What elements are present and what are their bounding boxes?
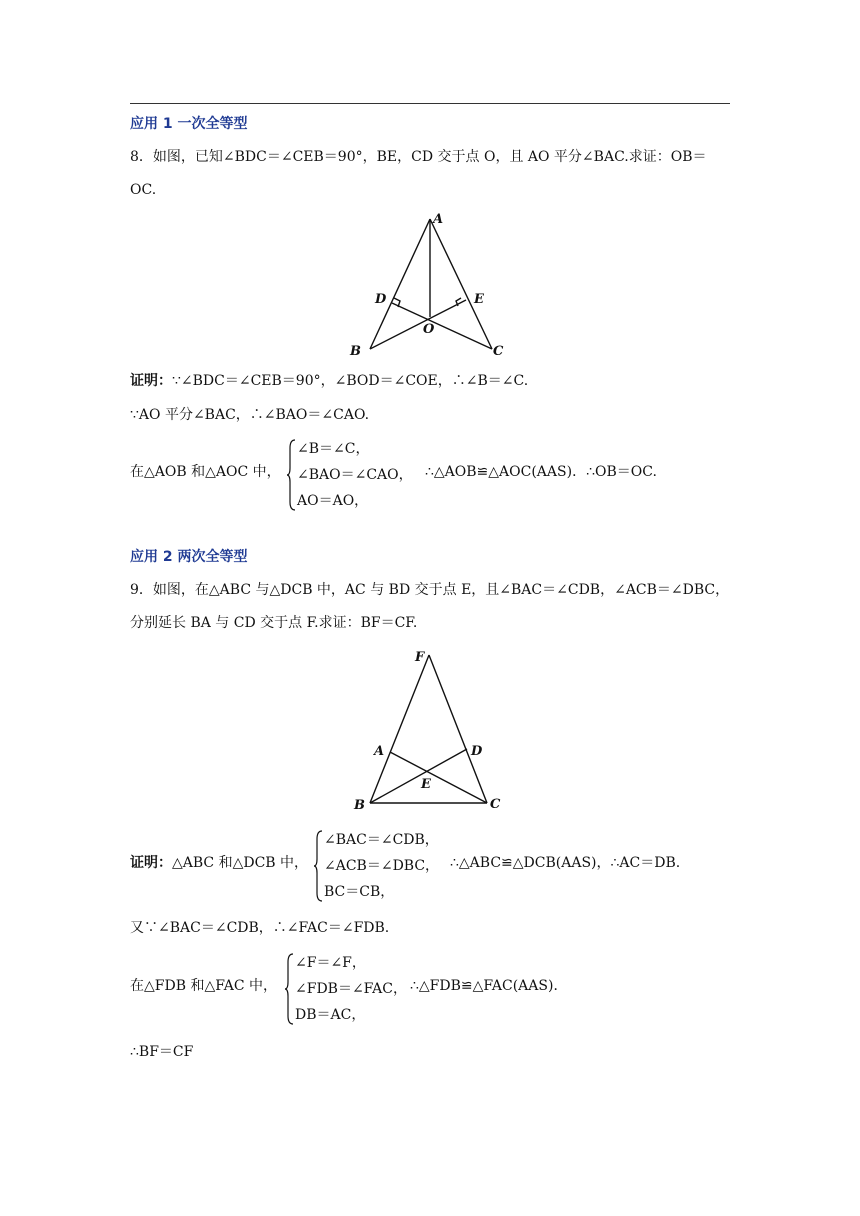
label-d: D — [375, 292, 387, 307]
system-8-line-3: AO＝AO， — [297, 493, 369, 509]
proof-8-system — [287, 436, 427, 514]
label-e: E — [474, 292, 484, 307]
proof-9-again: 又∵∠BAC＝∠CDB，∴∠FAC＝∠FDB. — [130, 920, 390, 936]
proof-8-prefix: 在△AOB 和△AOC 中， — [130, 464, 281, 480]
label-d2: D — [471, 744, 483, 759]
label-o: O — [423, 322, 435, 337]
section-title-2: 应用 2 两次全等型 — [130, 549, 248, 565]
proof-8-line-1: 证明：∵∠BDC＝∠CEB＝90°，∠BOD＝∠COE，∴∠B＝∠C. — [130, 373, 529, 389]
system-9a-line-1: ∠BAC＝∠CDB， — [324, 832, 439, 848]
proof-9-system-1 — [314, 827, 444, 905]
problem-8-statement-cont: OC. — [130, 182, 157, 198]
label-b2: B — [354, 798, 365, 813]
label-b: B — [350, 344, 361, 359]
proof-9-prefix: 证明：△ABC 和△DCB 中， — [130, 855, 309, 871]
system-9b-line-2: ∠FDB＝∠FAC， — [295, 981, 408, 997]
system-9b-line-1: ∠F＝∠F， — [295, 955, 366, 971]
label-c2: C — [490, 797, 501, 812]
proof-9-system-2 — [285, 950, 415, 1028]
brace-icon — [314, 827, 324, 905]
proof-9-conclusion-1: ∴△ABC≌△DCB(AAS)，∴AC＝DB. — [450, 855, 681, 871]
problem-9-statement-cont: 分别延长 BA 与 CD 交于点 F.求证：BF＝CF. — [130, 615, 418, 631]
system-8-line-1: ∠B＝∠C， — [297, 441, 370, 457]
proof-9-conclusion-2: ∴△FDB≌△FAC(AAS)． — [410, 978, 568, 994]
system-9a-line-3: BC＝CB， — [324, 884, 395, 900]
header-rule — [130, 103, 730, 104]
system-9b-line-3: DB＝AC， — [295, 1007, 366, 1023]
label-f: F — [415, 650, 425, 665]
figure-triangle-fbc — [345, 645, 515, 815]
proof-8-conclusion: ∴△AOB≌△AOC(AAS)．∴OB＝OC. — [425, 464, 657, 480]
section-title-1: 应用 1 一次全等型 — [130, 116, 248, 132]
brace-icon — [287, 436, 297, 514]
system-9a-line-2: ∠ACB＝∠DBC， — [324, 858, 440, 874]
problem-8-statement: 8．如图，已知∠BDC＝∠CEB＝90°，BE，CD 交于点 O，且 AO 平分∠BAC.求证：OB＝ — [130, 149, 707, 165]
brace-icon — [285, 950, 295, 1028]
system-8-line-2: ∠BAO＝∠CAO， — [297, 467, 413, 483]
label-e2: E — [421, 777, 431, 792]
proof-9-final: ∴BF＝CF — [130, 1044, 194, 1060]
label-a: A — [433, 212, 444, 227]
problem-9-statement: 9．如图，在△ABC 与△DCB 中，AC 与 BD 交于点 E，且∠BAC＝∠CDB，∠ACB＝∠DBC， — [130, 582, 730, 598]
label-c: C — [493, 344, 504, 359]
label-a2: A — [374, 744, 385, 759]
proof-9-prefix-2: 在△FDB 和△FAC 中， — [130, 978, 277, 994]
figure-triangle-aob — [340, 205, 530, 360]
proof-8-line-2: ∵AO 平分∠BAC，∴∠BAO＝∠CAO. — [130, 407, 370, 423]
